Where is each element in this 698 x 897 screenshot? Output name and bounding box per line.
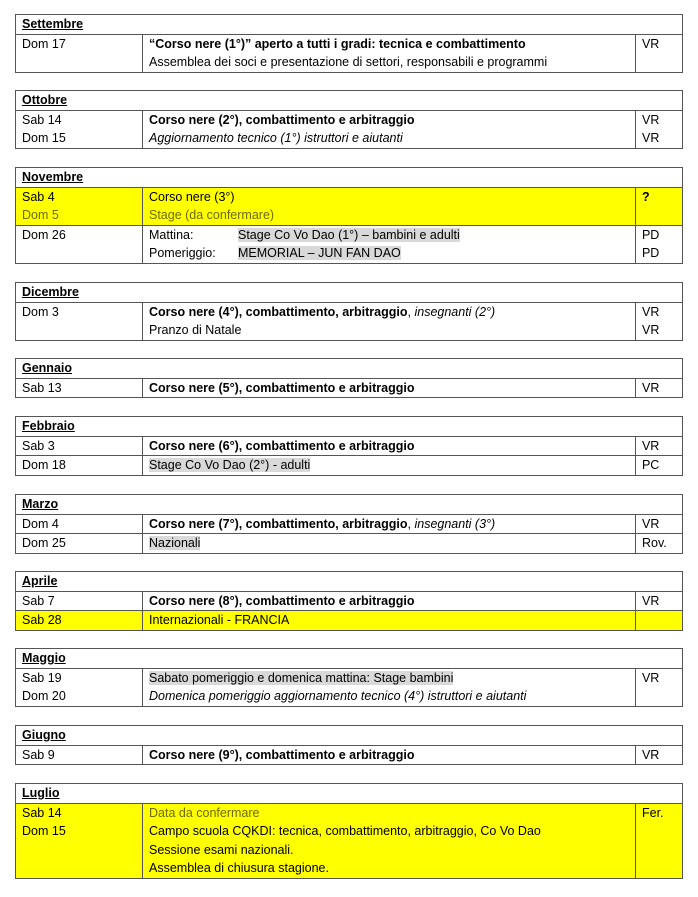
event-line: Assemblea di chiusura stagione. [149,861,329,875]
month-table-marzo [15,494,683,554]
event-line: Assemblea dei soci e presentazione di settori, responsabili e programmi [149,55,548,69]
place-label: PC [635,456,682,476]
month-table-settembre [15,14,683,73]
table-row [16,803,683,878]
event-line: Stage Co Vo Dao (1°) – bambini e adulti [238,227,460,242]
separator: , [407,304,415,319]
month-table-giugno [15,725,683,765]
place-label: PD [641,227,660,242]
event-line: Corso nere (2°), combattimento e arbitraggio [149,112,415,127]
month-title: Giugno [16,726,683,746]
month-table-ottobre [15,90,683,149]
event-line: “Corso nere (1°)” aperto a tutti i gradi: tecnica e combattimento [149,36,526,51]
place-label: Rov. [636,534,683,554]
table-row [16,668,683,706]
event-note: insegnanti (2°) [414,304,496,319]
event-line: Corso nere (6°), combattimento e arbitraggio [143,436,636,456]
event-line: Corso nere (3°) [149,189,235,204]
event-line: Pranzo di Natale [149,323,242,337]
day-label: Sab 3 [16,436,143,456]
table-row [16,591,683,611]
place-label: Fer. [641,805,664,820]
month-title: Maggio [16,649,683,669]
event-line: Corso nere (4°), combattimento, arbitraggio [149,304,408,319]
month-title: Febbraio [16,417,683,437]
place-label: VR [636,514,683,534]
month-title: Luglio [16,784,683,804]
place-label: VR [642,323,660,337]
table-row [16,378,683,398]
day-label: Dom 15 [22,824,66,838]
table-row [16,302,683,340]
table-row [16,534,683,554]
table-row [16,187,683,225]
event-line: Data da confermare [149,805,260,820]
event-line: Corso nere (8°), combattimento e arbitraggio [143,591,636,611]
table-row [16,34,683,72]
month-table-febbraio [15,416,683,476]
table-row [16,225,683,263]
time-label: Pomeriggio: [149,246,216,260]
place-label: VR [641,670,660,685]
place-label: VR [635,591,682,611]
place-label: ? [641,189,650,204]
time-label: Mattina: [149,227,194,242]
day-label: Dom 5 [22,208,59,222]
day-label: Sab 28 [16,611,143,631]
place-label: VR [641,112,660,127]
table-row [16,436,683,456]
day-label: Dom 18 [16,456,143,476]
event-line: Nazionali [149,536,201,550]
day-label: Dom 15 [22,131,66,145]
month-title: Aprile [16,572,683,592]
month-title: Novembre [16,168,683,188]
month-table-maggio [15,648,683,707]
day-label: Dom 20 [22,689,66,703]
day-label: Dom 4 [16,514,143,534]
place-label [635,611,682,631]
month-table-aprile [15,571,683,631]
place-label: VR [641,36,660,51]
event-line: Corso nere (7°), combattimento, arbitraggio [149,516,408,531]
month-table-luglio [15,783,683,879]
day-label: Sab 4 [22,189,55,204]
table-row [16,514,683,534]
day-label: Sab 7 [16,591,143,611]
month-title: Settembre [16,15,683,35]
event-line: Corso nere (9°), combattimento e arbitraggio [143,745,636,765]
place-label: VR [635,436,682,456]
month-table-dicembre [15,282,683,341]
day-label: Sab 9 [16,745,143,765]
event-note: insegnanti (3°) [414,516,496,531]
month-title: Ottobre [16,91,683,111]
day-label: Sab 14 [22,805,62,820]
place-label: VR [641,131,660,145]
event-line: Stage (da confermare) [149,208,275,222]
event-line: Campo scuola CQKDI: tecnica, combattimento, arbitraggio, Co Vo Dao [149,824,541,838]
month-table-gennaio [15,358,683,398]
event-line: MEMORIAL – JUN FAN DAO [238,246,401,260]
separator: , [407,516,415,531]
event-line: Stage Co Vo Dao (2°) - adulti [149,458,311,472]
event-line: Domenica pomeriggio aggiornamento tecnico (4°) istruttori e aiutanti [149,689,527,703]
day-label: Dom 26 [22,227,66,242]
day-label: Sab 13 [16,378,143,398]
day-label: Dom 17 [22,36,66,51]
month-table-novembre [15,167,683,264]
event-line: Sessione esami nazionali. [149,842,294,857]
day-label: Dom 25 [16,534,143,554]
day-label: Sab 19 [22,670,62,685]
event-line: Aggiornamento tecnico (1°) istruttori e aiutanti [149,131,403,145]
place-label: PD [641,246,660,260]
table-row [16,456,683,476]
place-label: VR [635,378,682,398]
event-line: Sabato pomeriggio e domenica mattina: Stage bambini [149,670,454,685]
day-label: Sab 14 [22,112,62,127]
place-label: VR [635,745,682,765]
table-row [16,745,683,765]
table-row [16,110,683,148]
month-title: Marzo [16,495,683,515]
event-line: Corso nere (5°), combattimento e arbitraggio [143,378,636,398]
month-title: Gennaio [16,359,683,379]
table-row [16,611,683,631]
place-label: VR [642,304,660,319]
day-label: Dom 3 [22,304,59,319]
event-line: Internazionali - FRANCIA [143,611,636,631]
month-title: Dicembre [16,283,683,303]
